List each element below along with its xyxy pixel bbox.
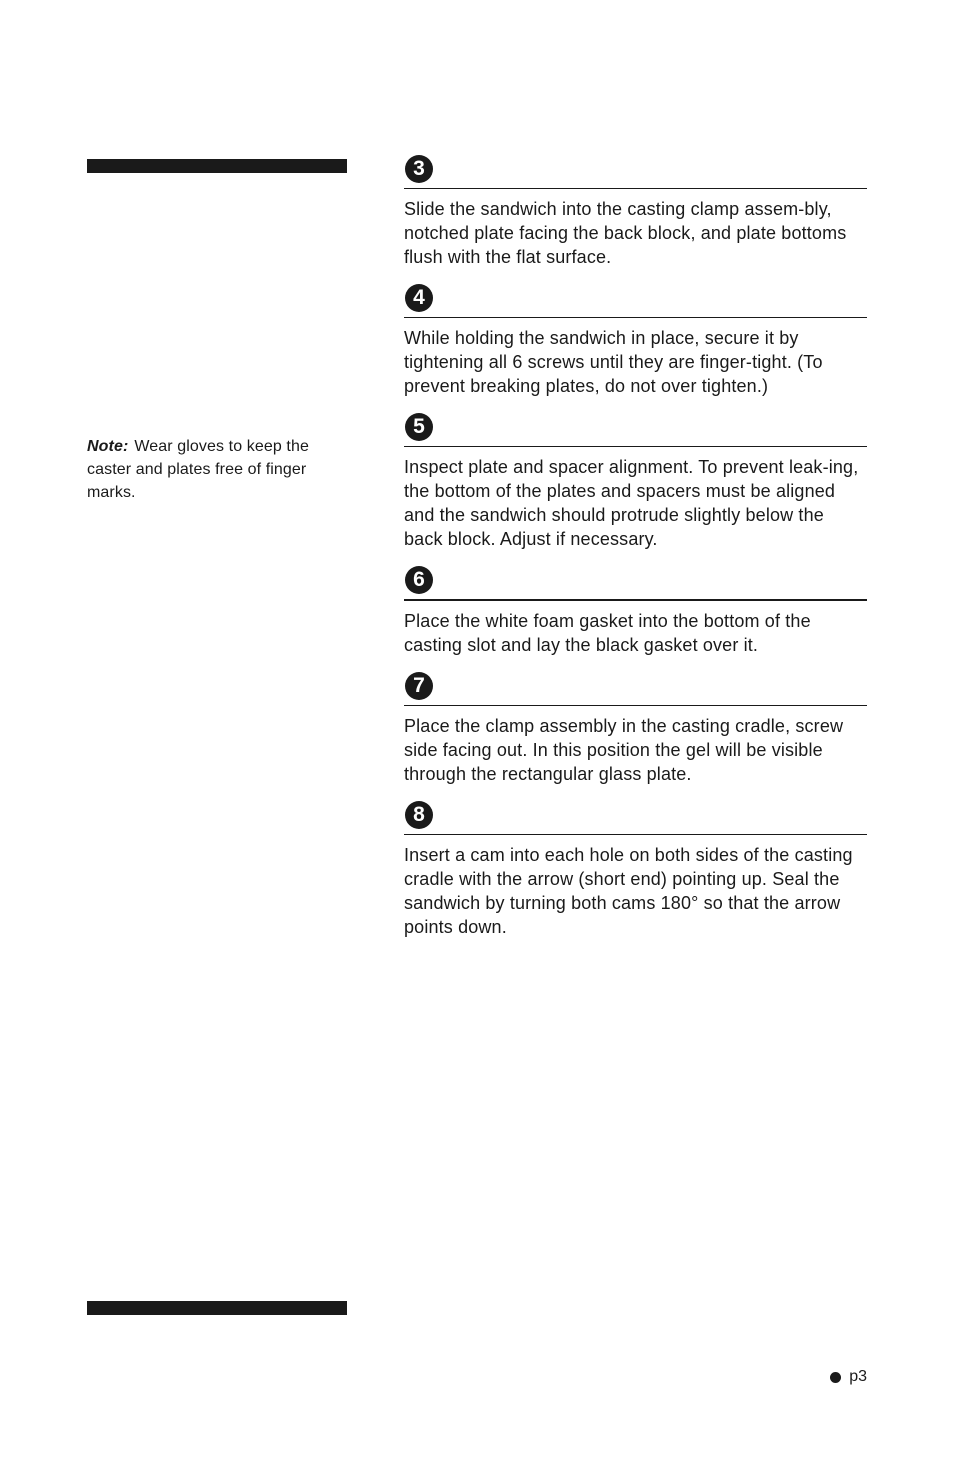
page-number: p3 [849,1368,867,1385]
step-text: Inspect plate and spacer alignment. To prevent leak-ing, the bottom of the plates and spacers must be aligned and the sandwich should protrude slightly below the back block. Adjust if necessary. [404,457,859,549]
step-number-badge: 5 [405,413,433,441]
step-header [404,671,867,706]
step-header [404,154,867,189]
step-header [404,800,867,835]
step-number-badge: 4 [405,284,433,312]
steps-list [404,154,867,953]
step-header [404,565,867,601]
step-6 [404,565,867,671]
page-footer [830,1366,867,1388]
step-header [404,283,867,318]
step-number-badge: 7 [405,672,433,700]
step-text: While holding the sandwich in place, secure it by tightening all 6 screws until they are finger-tight. (To prevent breaking plates, do not over tighten.) [404,328,823,396]
step-7 [404,671,867,800]
step-text: Slide the sandwich into the casting clamp assem-bly, notched plate facing the back block, and plate bottoms flush with the flat surface. [404,199,847,267]
step-text: Place the white foam gasket into the bottom of the casting slot and lay the black gasket over it. [404,611,811,655]
bullet-icon [830,1372,841,1383]
sidebar-rule-top [87,159,347,173]
side-note [87,435,327,504]
step-8 [404,800,867,953]
step-number-badge: 3 [405,155,433,183]
step-4 [404,283,867,412]
step-number-badge: 8 [405,801,433,829]
note-text: Wear gloves to keep the caster and plates free of finger marks. [87,438,309,501]
sidebar-rule-bottom [87,1301,347,1315]
step-5 [404,412,867,565]
note-label: Note: [87,438,129,455]
step-number-badge: 6 [405,566,433,594]
step-header [404,412,867,447]
step-text: Insert a cam into each hole on both sides of the casting cradle with the arrow (short end) pointing up. Seal the sandwich by turning both cams 180° so that the arrow points down. [404,845,853,937]
step-3 [404,154,867,283]
step-text: Place the clamp assembly in the casting cradle, screw side facing out. In this position the gel will be visible through the rectangular glass plate. [404,716,844,784]
